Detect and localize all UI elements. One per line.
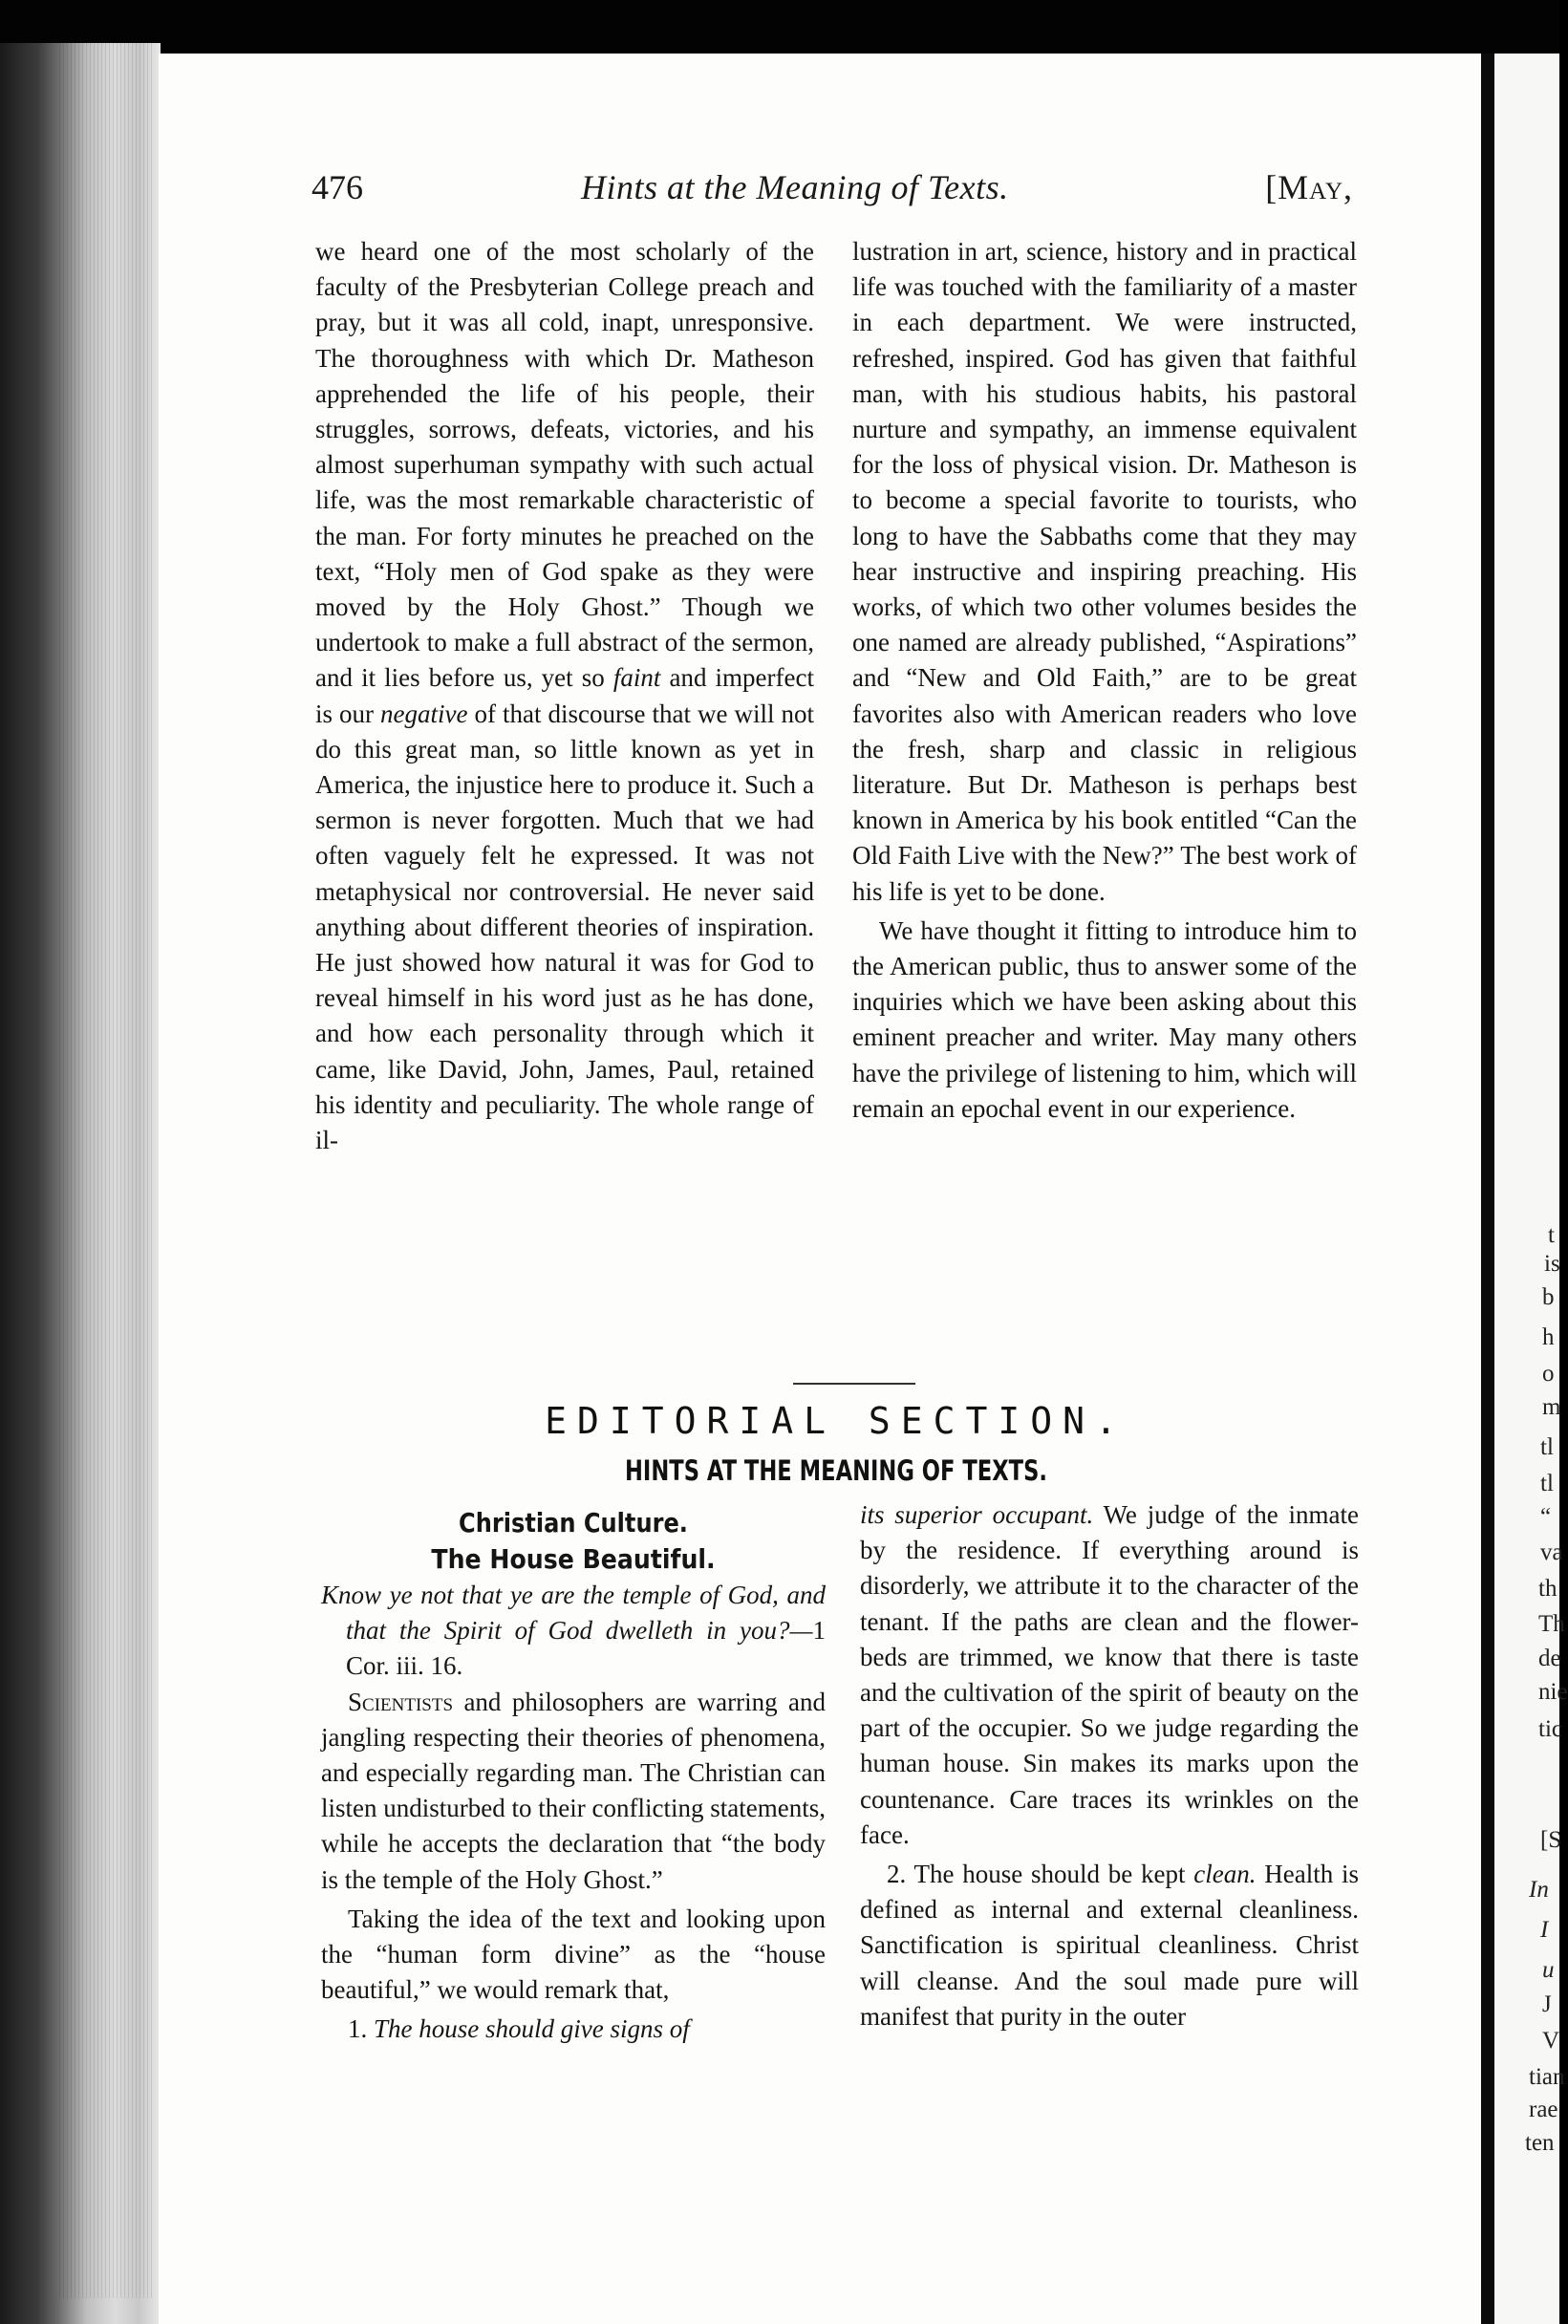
editorial-subtitle: HINTS AT THE MEANING OF TEXTS. (624, 1454, 1047, 1487)
adjacent-page-fragment-text: h (1542, 1324, 1555, 1350)
adjacent-page-fragment-text: tian (1529, 2064, 1565, 2090)
editorial-section-title: EDITORIAL SECTION. (545, 1400, 1128, 1442)
adjacent-page-fragment-text: In (1529, 1877, 1549, 1903)
adjacent-page-fragment-text: tl (1540, 1434, 1554, 1460)
paragraph: 2. The house should be kept clean. Health is defined as internal and external cleanliness. Sanctification is spiritual cleanliness. Christ will cleanse. And the soul made pure will manifest that purity in the outer (860, 1860, 1359, 2031)
top-left-column (315, 234, 814, 1158)
adjacent-page-fragment-text: V (1542, 2028, 1560, 2054)
scripture-verse: Know ye not that ye are the temple of God, and that the Spirit of God dwelleth in you?—1 Cor. iii. 16. (321, 1581, 826, 1681)
adjacent-page-fragment-text: nie (1538, 1679, 1568, 1705)
paragraph: lustration in art, science, history and in practical life was touched with the familiarity of a master in each department. We were instructed, refreshed, inspired. God has given that faithful man, with his studious habits, his pastoral nurture and sympathy, an immense equivalent for the loss of physical vision. Dr. Matheson is to become a special favorite to tourists, who long to have the Sabbaths come that they may hear instructive and inspiring preaching. His works, of which two other volumes besides the one named are already published, “Aspirations” and “New and Old Faith,” are to be great favorites also with American readers who love the fresh, sharp and classic in religious literature. But Dr. Matheson is perhaps best known in America by his book entitled “Can the Old Faith Live with the New?” The best work of his life is yet to be done. (852, 237, 1357, 906)
category-heading: Christian Culture. (459, 1507, 688, 1539)
paragraph: its superior occupant. We judge of the inmate by the residence. If everything around is disorderly, we attribute it to the character of the tenant. If the paths are clean and the flower-beds are trimmed, we know that there is taste and the cultivation of the spirit of beauty on the part of the occupier. So we judge regarding the human house. Sin makes its marks upon the countenance. Care traces its wrinkles on the face. (860, 1500, 1359, 1849)
paragraph: Scientists and philosophers are warring and jangling respecting their theories of phenomena, and especially regarding man. The Christian can listen undisturbed to their conflicting statements, while he accepts the declaration that “the body is the temple of the Holy Ghost.” (321, 1687, 826, 1894)
top-right-column (852, 234, 1357, 1127)
paragraph: We have thought it fitting to introduce him to the American public, thus to answer some of the inquiries which we have been asking about this eminent preacher and writer. May many others have the privilege of listening to him, which will remain an epochal event in our experience. (852, 915, 1357, 1123)
header-month: [May, (1265, 168, 1353, 206)
sermon-title: The House Beautiful. (431, 1543, 716, 1575)
adjacent-page-fragment-text: b (1542, 1284, 1555, 1310)
adjacent-page-fragment-text: th (1538, 1576, 1557, 1602)
scan-border (0, 0, 1559, 55)
adjacent-page-fragment-text: tl (1540, 1471, 1554, 1496)
page-number: 476 (311, 168, 363, 206)
adjacent-page-fragment-text: va (1540, 1539, 1563, 1565)
adjacent-page-fragment-text: I (1540, 1917, 1549, 1943)
adjacent-page-fragment-text: “ (1540, 1504, 1552, 1530)
adjacent-page-fragment-text: Th (1538, 1611, 1565, 1637)
adjacent-page-fragment-text: ten (1525, 2130, 1555, 2156)
page-stack-edges (59, 43, 155, 2298)
adjacent-page-fragment-text: [S (1540, 1827, 1562, 1853)
adjacent-page-fragment-text: J (1542, 1991, 1552, 2017)
adjacent-page-fragment-text: is (1544, 1251, 1560, 1277)
running-title: Hints at the Meaning of Texts. (581, 168, 1009, 206)
paragraph: we heard one of the most scholarly of the faculty of the Presbyterian College preach and pray, but it was all cold, inapt, unresponsive. The thoroughness with which Dr. Matheson apprehended the life of his people, their struggles, sorrows, defeats, victories, and his almost superhuman sympathy with such actual life, was the most remarkable characteristic of the man. For forty minutes he preached on the text, “Holy men of God spake as they were moved by the Holy Ghost.” Though we undertook to make a full abstract of the sermon, and it lies before us, yet so faint and imperfect is our negative of that discourse that we will not do this great man, so little known as yet in America, the injustice here to produce it. Such a sermon is never forgotten. Much that we had often vaguely felt he expressed. It was not metaphysical nor controversial. He never said anything about different theories of inspiration. He just showed how natural it was for God to reveal himself in his word just as he has done, and how each personality through which it came, like David, John, James, Paul, retained his identity and peculiarity. The whole range of il- (315, 237, 814, 1155)
page-gutter-shadow (1481, 54, 1494, 2324)
bottom-left-column (321, 1505, 826, 2048)
adjacent-page-fragment-text: o (1542, 1361, 1555, 1387)
bottom-right-column (860, 1497, 1359, 2034)
adjacent-page-fragment-text: rae (1529, 2097, 1558, 2122)
adjacent-page-fragment-text: u (1542, 1957, 1555, 1983)
adjacent-page-fragment-text: t (1548, 1222, 1555, 1248)
adjacent-page-fragment-text: tic (1538, 1716, 1562, 1742)
adjacent-page-fragment-text: de (1538, 1646, 1561, 1671)
page-header (311, 167, 1353, 215)
adjacent-page-fragment-text: m (1542, 1394, 1561, 1420)
section-divider (793, 1383, 915, 1385)
paragraph: 1. The house should give signs of (348, 2014, 690, 2044)
paragraph: Taking the idea of the text and looking upon the “human form divine” as the “house beautiful,” we would remark that, (321, 1904, 826, 2005)
